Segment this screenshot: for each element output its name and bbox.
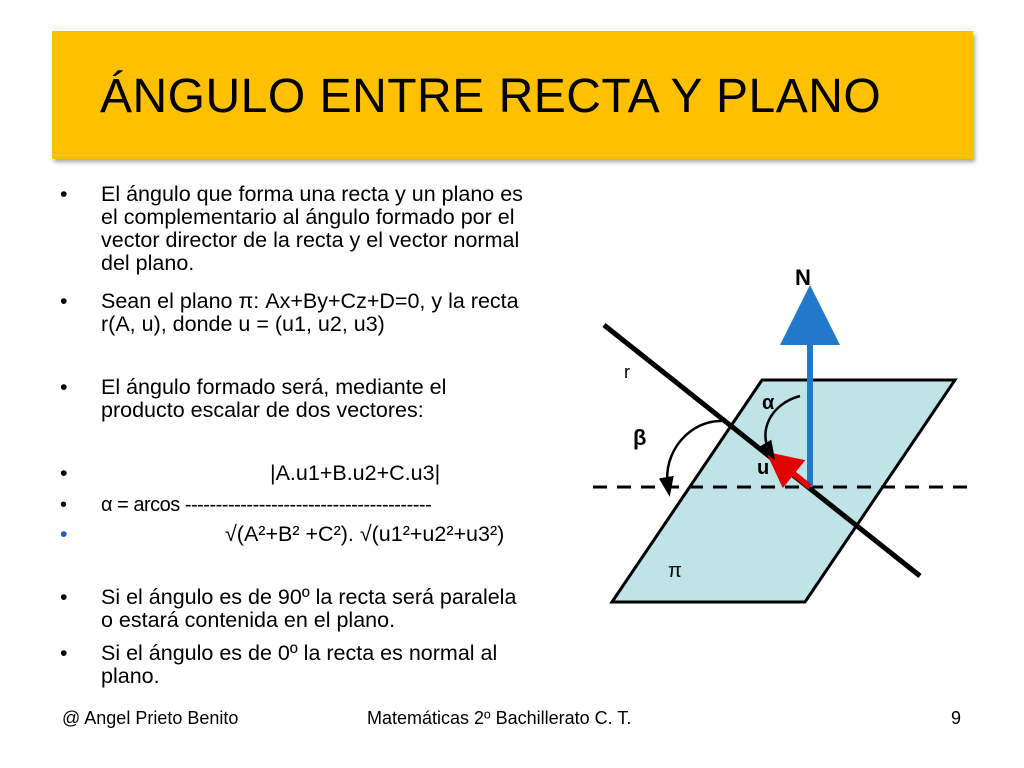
bullet-marker: • bbox=[60, 461, 68, 485]
plane-pi bbox=[612, 380, 955, 602]
formula-fraction-line: α = arcos ---------------------------------------- bbox=[101, 494, 432, 516]
bullet-line: Sean el plano π: Ax+By+Cz+D=0, y la recta bbox=[101, 289, 519, 313]
bullet-marker: • bbox=[60, 375, 68, 399]
label-pi: π bbox=[668, 560, 682, 582]
bullet-marker: • bbox=[60, 641, 68, 665]
label-u: u bbox=[757, 457, 770, 479]
bullet-marker: • bbox=[60, 289, 68, 313]
bullet-line: El ángulo formado será, mediante el bbox=[101, 375, 447, 399]
bullet-marker: • bbox=[60, 522, 68, 546]
bullet-marker: • bbox=[60, 182, 68, 206]
bullet-line: plano. bbox=[101, 664, 160, 688]
label-n: N bbox=[795, 265, 811, 290]
line-plane-diagram bbox=[585, 255, 985, 615]
bullet-marker: • bbox=[60, 494, 68, 516]
formula-denominator: √(A²+B² +C²). √(u1²+u2²+u3²) bbox=[225, 522, 505, 546]
bullet-line: Si el ángulo es de 0º la recta es normal al bbox=[101, 641, 498, 665]
bullet-line: o estará contenida en el plano. bbox=[101, 608, 396, 632]
bullet-line: r(A, u), donde u = (u1, u2, u3) bbox=[101, 312, 385, 336]
label-alpha: α bbox=[762, 392, 775, 414]
bullet-line: producto escalar de dos vectores: bbox=[101, 398, 424, 422]
formula-numerator: |A.u1+B.u2+C.u3| bbox=[270, 461, 441, 485]
footer-author: @ Angel Prieto Benito bbox=[62, 708, 239, 728]
footer-page-number: 9 bbox=[951, 708, 962, 728]
bullet-line: vector director de la recta y el vector normal bbox=[101, 228, 520, 252]
slide-title: ÁNGULO ENTRE RECTA Y PLANO bbox=[100, 70, 882, 123]
bullet-line: del plano. bbox=[101, 251, 195, 275]
bullet-line: Si el ángulo es de 90º la recta será paralela bbox=[101, 585, 517, 609]
label-r: r bbox=[624, 362, 630, 382]
footer-course: Matemáticas 2º Bachillerato C. T. bbox=[367, 708, 632, 728]
title-banner bbox=[52, 31, 973, 159]
bullet-line: el complementario al ángulo formado por el bbox=[101, 205, 515, 229]
label-beta: β bbox=[633, 425, 647, 450]
bullet-line: El ángulo que forma una recta y un plano es bbox=[101, 182, 523, 206]
bullet-marker: • bbox=[60, 585, 68, 609]
